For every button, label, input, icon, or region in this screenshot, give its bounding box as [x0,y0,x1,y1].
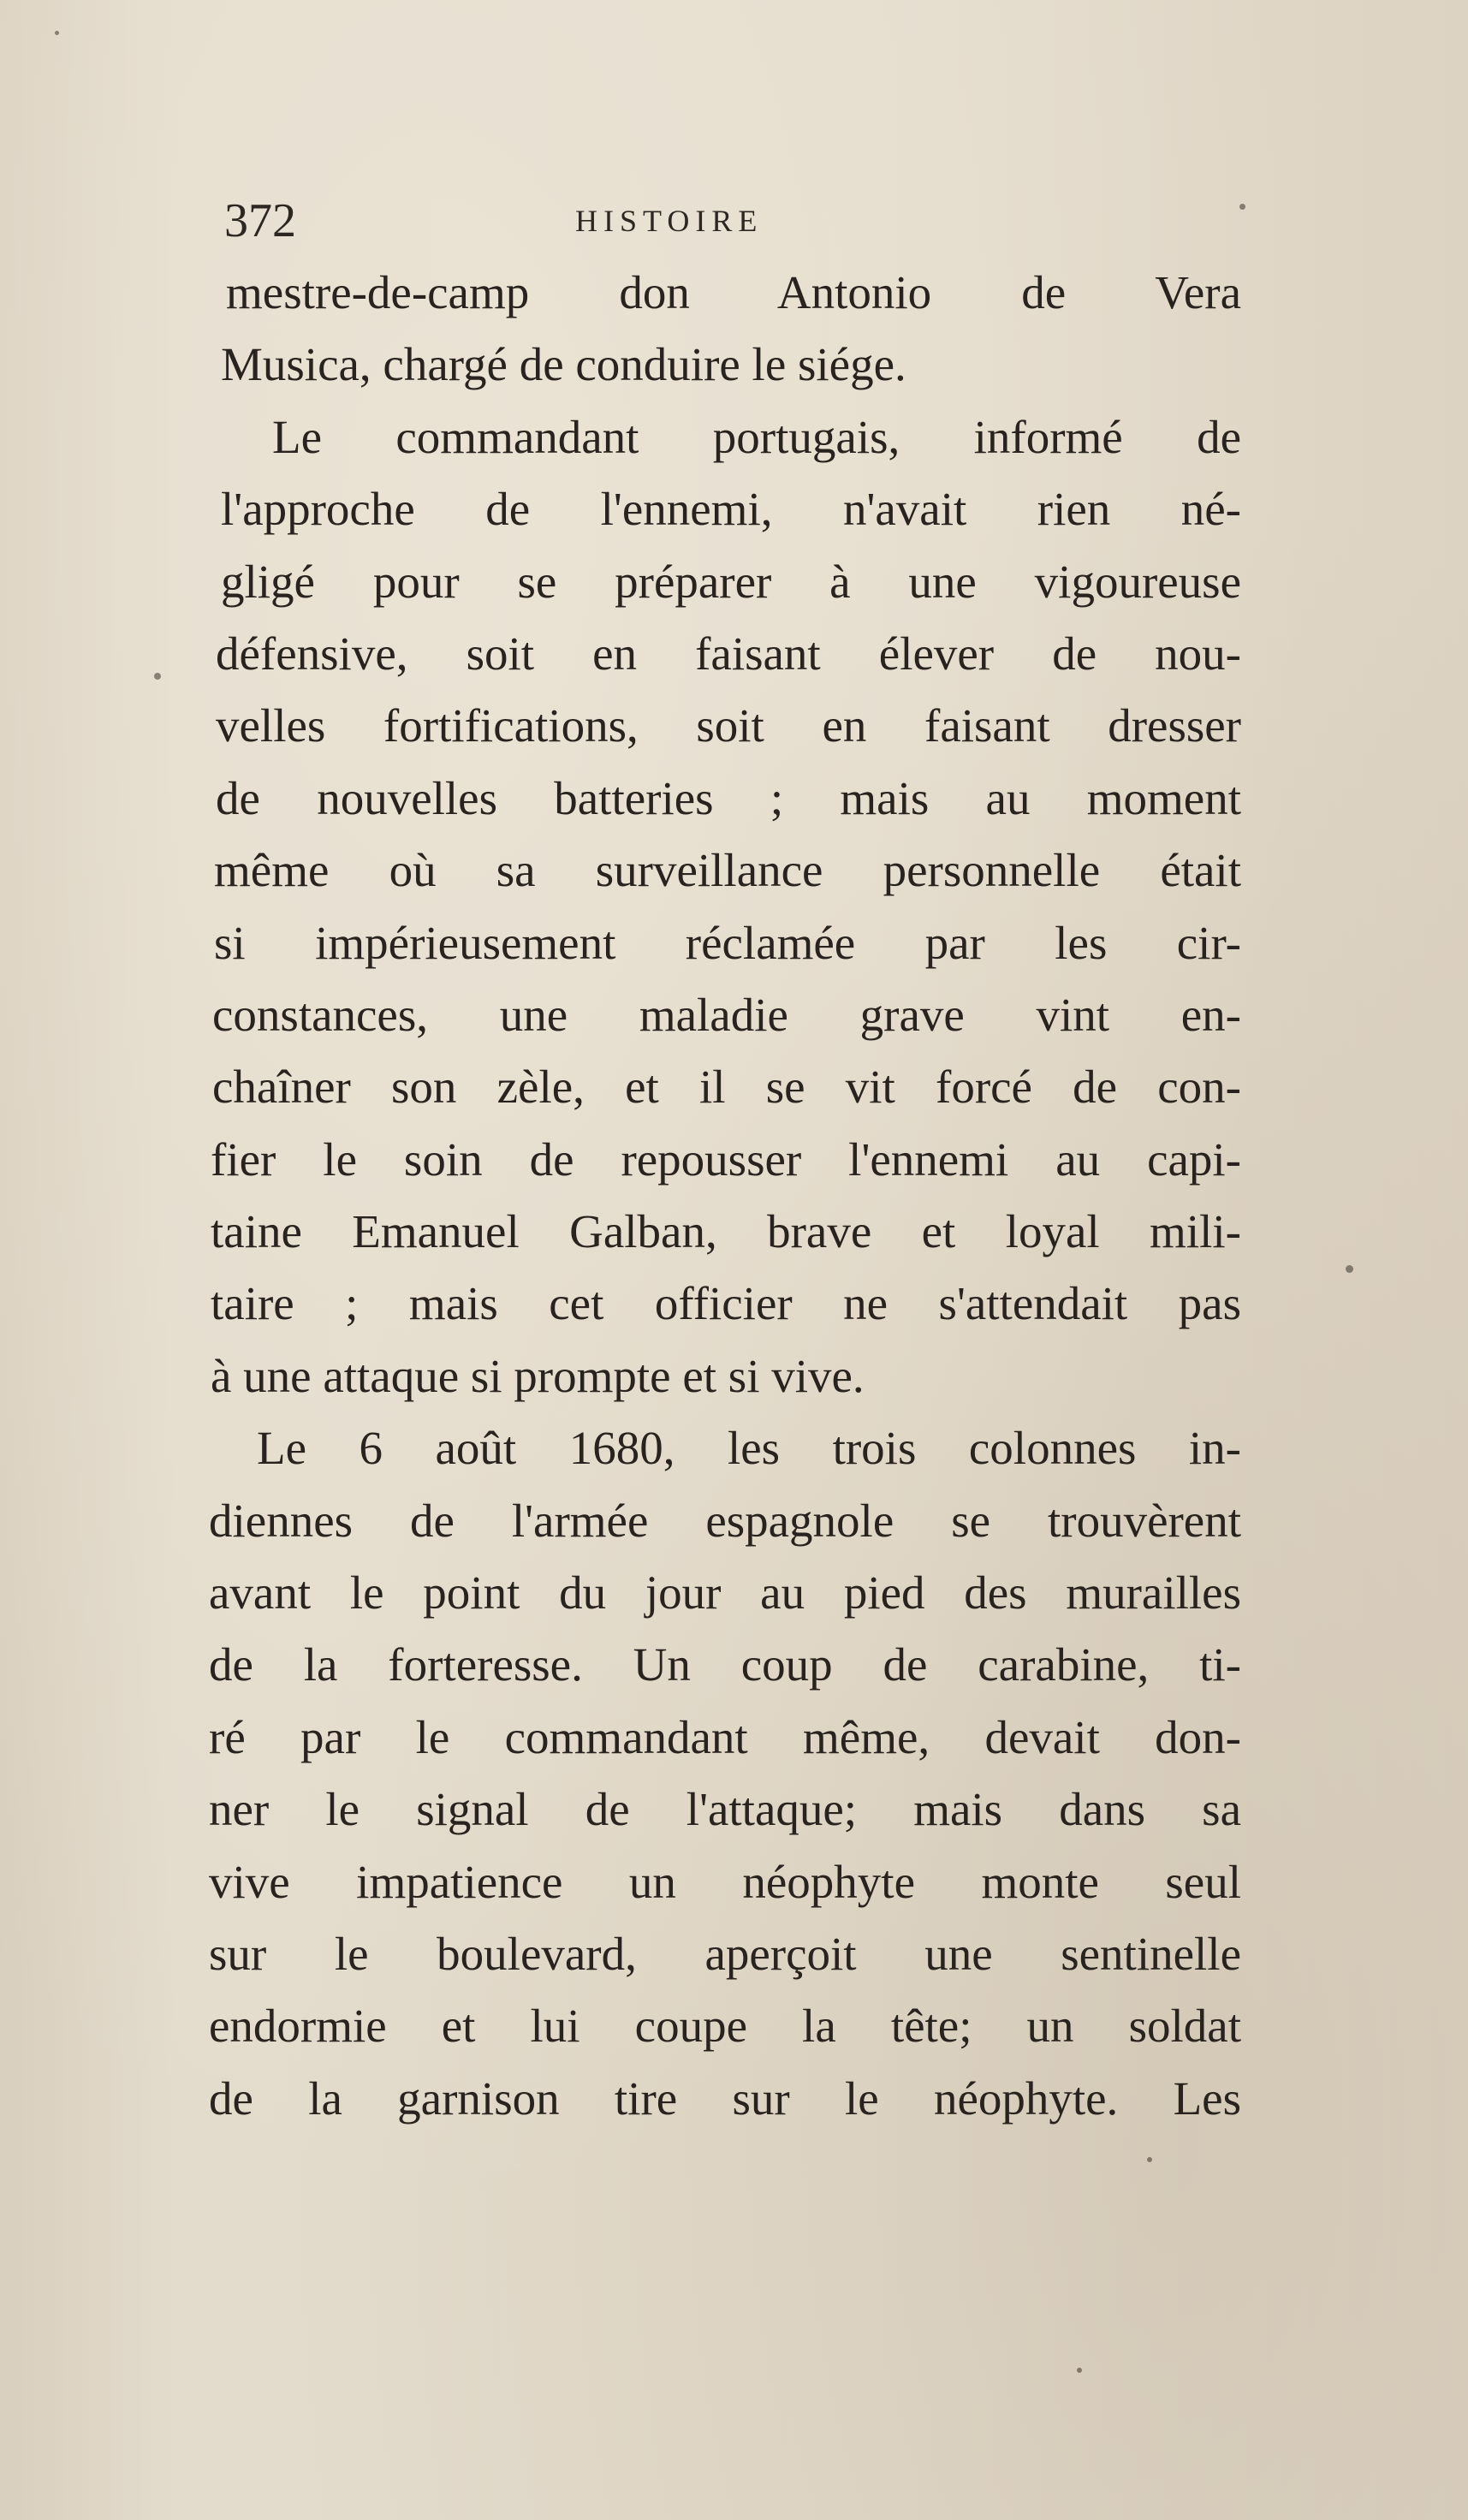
ink-speck [1346,1265,1353,1273]
ink-speck [1077,2368,1082,2373]
text-line: chaîner son zèle, et il se vit forcé de con- [212,1061,1241,1114]
text-line: vive impatience un néophyte monte seul [209,1855,1241,1908]
text-line: constances, une maladie grave vint en- [212,988,1241,1041]
ink-speck [1147,2157,1152,2162]
text-line: avant le point du jour au pied des murailles [209,1566,1241,1620]
text-line: fier le soin de repousser l'ennemi au capi- [211,1132,1241,1186]
page-number: 372 [224,194,296,247]
text-line: de la forteresse. Un coup de carabine, ti- [209,1638,1241,1691]
text-line: l'approche de l'ennemi, n'avait rien né- [221,483,1241,536]
ink-speck [55,31,59,35]
text-line: même où sa surveillance personnelle était [214,844,1241,897]
text-line: endormie et lui coupe la tête; un soldat [209,2000,1241,2053]
ink-speck [1239,204,1245,210]
text-line: ner le signal de l'attaque; mais dans sa [209,1783,1241,1836]
text-line: taire ; mais cet officier ne s'attendait pas [211,1277,1241,1330]
text-line: si impérieusement réclamée par les cir- [214,916,1241,969]
text-line: Le commandant portugais, informé de [272,410,1241,463]
body-text [197,257,1241,2135]
text-line: de la garnison tire sur le néophyte. Les [209,2071,1241,2125]
text-line: ré par le commandant même, devait don- [209,1710,1241,1763]
ink-speck [154,673,161,680]
running-title: HISTOIRE [575,204,764,238]
text-line: mestre-de-camp don Antonio de Vera [226,266,1241,318]
text-line: gligé pour se préparer à une vigoureuse [221,555,1241,608]
text-line: à une attaque si prompte et si vive. [211,1349,865,1402]
text-line: sur le boulevard, aperçoit une sentinelle [209,1927,1241,1980]
text-line: taine Emanuel Galban, brave et loyal mili- [211,1205,1241,1258]
text-line: Le 6 août 1680, les trois colonnes in- [257,1422,1241,1475]
text-line: de nouvelles batteries ; mais au moment [216,771,1241,824]
text-line: velles fortifications, soit en faisant dresser [216,699,1241,752]
page-header [224,187,1234,255]
text-line: Musica, chargé de conduire le siége. [221,338,906,391]
text-line: diennes de l'armée espagnole se trouvèrent [209,1494,1241,1547]
text-line: défensive, soit en faisant élever de nou- [216,627,1241,680]
